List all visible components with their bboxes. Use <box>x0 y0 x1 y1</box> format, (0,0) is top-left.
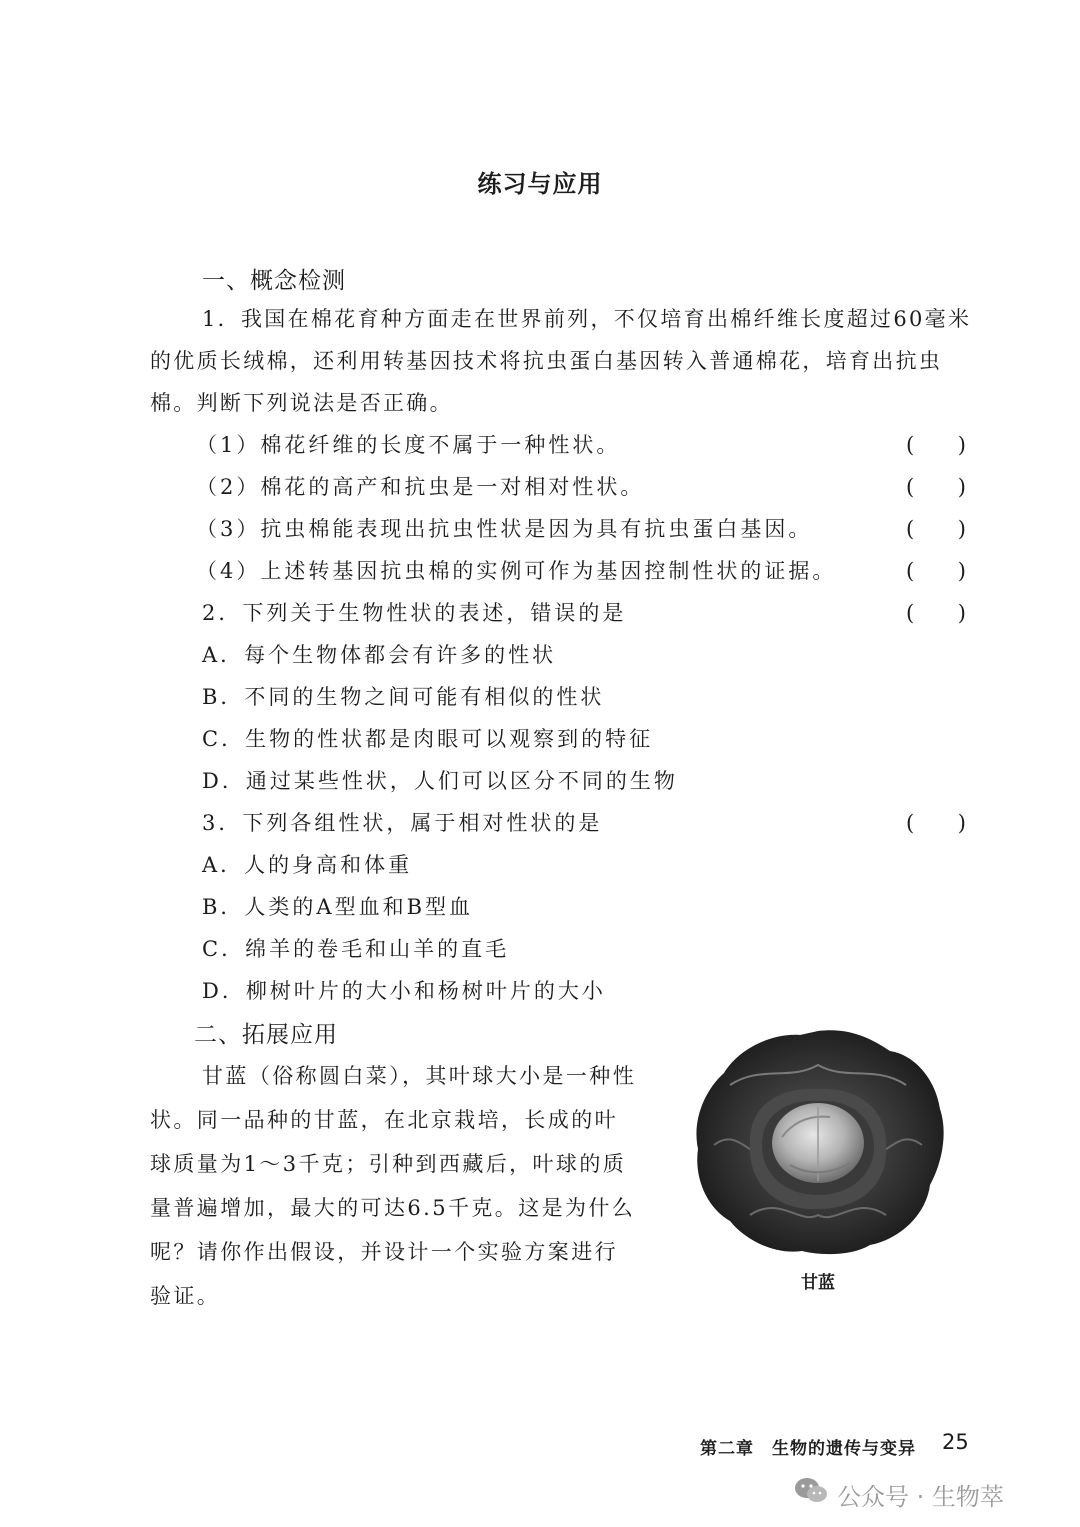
answer-bracket: ( ) <box>906 475 966 499</box>
q2-option-c: C．生物的性状都是肉眼可以观察到的特征 <box>202 727 654 751</box>
page-number: 25 <box>942 1430 969 1454</box>
extension-paragraph: 甘蓝（俗称圆白菜），其叶球大小是一种性状。同一品种的甘蓝，在北京栽培，长成的叶球质量为1～3千克；引种到西藏后，叶球的质量普遍增加，最大的可达6.5千克。这是为什么呢？请你作出假设，并设计一个实验方案进行验证。 <box>150 1064 637 1308</box>
cabbage-image <box>690 1025 946 1255</box>
q1-item-1: （1）棉花纤维的长度不属于一种性状。 <box>196 433 621 457</box>
q3-option-b: B．人类的A型血和B型血 <box>202 895 474 919</box>
answer-bracket: ( ) <box>906 601 966 625</box>
q1-item-2: （2）棉花的高产和抗虫是一对相对性状。 <box>196 475 645 499</box>
question-1-stem: 1．我国在棉花育种方面走在世界前列，不仅培育出棉纤维长度超过60毫米的优质长绒棉，还利用转基因技术将抗虫蛋白基因转入普通棉花，培育出抗虫棉。判断下列说法是否正确。 <box>150 307 972 415</box>
q1-item-3: （3）抗虫棉能表现出抗虫性状是因为具有抗虫蛋白基因。 <box>196 517 813 541</box>
answer-bracket: ( ) <box>906 433 966 457</box>
wechat-icon <box>793 1476 829 1512</box>
question-3-stem: 3．下列各组性状，属于相对性状的是 <box>202 811 603 835</box>
watermark-text: 公众号 · 生物萃 <box>837 1482 1004 1511</box>
answer-bracket: ( ) <box>906 811 966 835</box>
page-title: 练习与应用 <box>477 170 603 198</box>
figure-caption: 甘蓝 <box>801 1273 835 1293</box>
q2-option-b: B．不同的生物之间可能有相似的性状 <box>202 685 605 709</box>
q1-item-4: （4）上述转基因抗虫棉的实例可作为基因控制性状的证据。 <box>196 559 837 583</box>
question-2-stem: 2．下列关于生物性状的表述，错误的是 <box>202 601 627 625</box>
q2-option-d: D．通过某些性状，人们可以区分不同的生物 <box>202 769 678 793</box>
section-heading-concept-check: 一、概念检测 <box>202 268 346 294</box>
answer-bracket: ( ) <box>906 517 966 541</box>
section-heading-extension: 二、拓展应用 <box>194 1022 338 1048</box>
chapter-footer: 第二章 生物的遗传与变异 <box>700 1439 916 1459</box>
q2-option-a: A．每个生物体都会有许多的性状 <box>202 643 557 667</box>
watermark <box>793 1476 1004 1512</box>
answer-bracket: ( ) <box>906 559 966 583</box>
q3-option-a: A．人的身高和体重 <box>202 853 413 877</box>
q3-option-d: D．柳树叶片的大小和杨树叶片的大小 <box>202 979 606 1003</box>
q3-option-c: C．绵羊的卷毛和山羊的直毛 <box>202 937 510 961</box>
